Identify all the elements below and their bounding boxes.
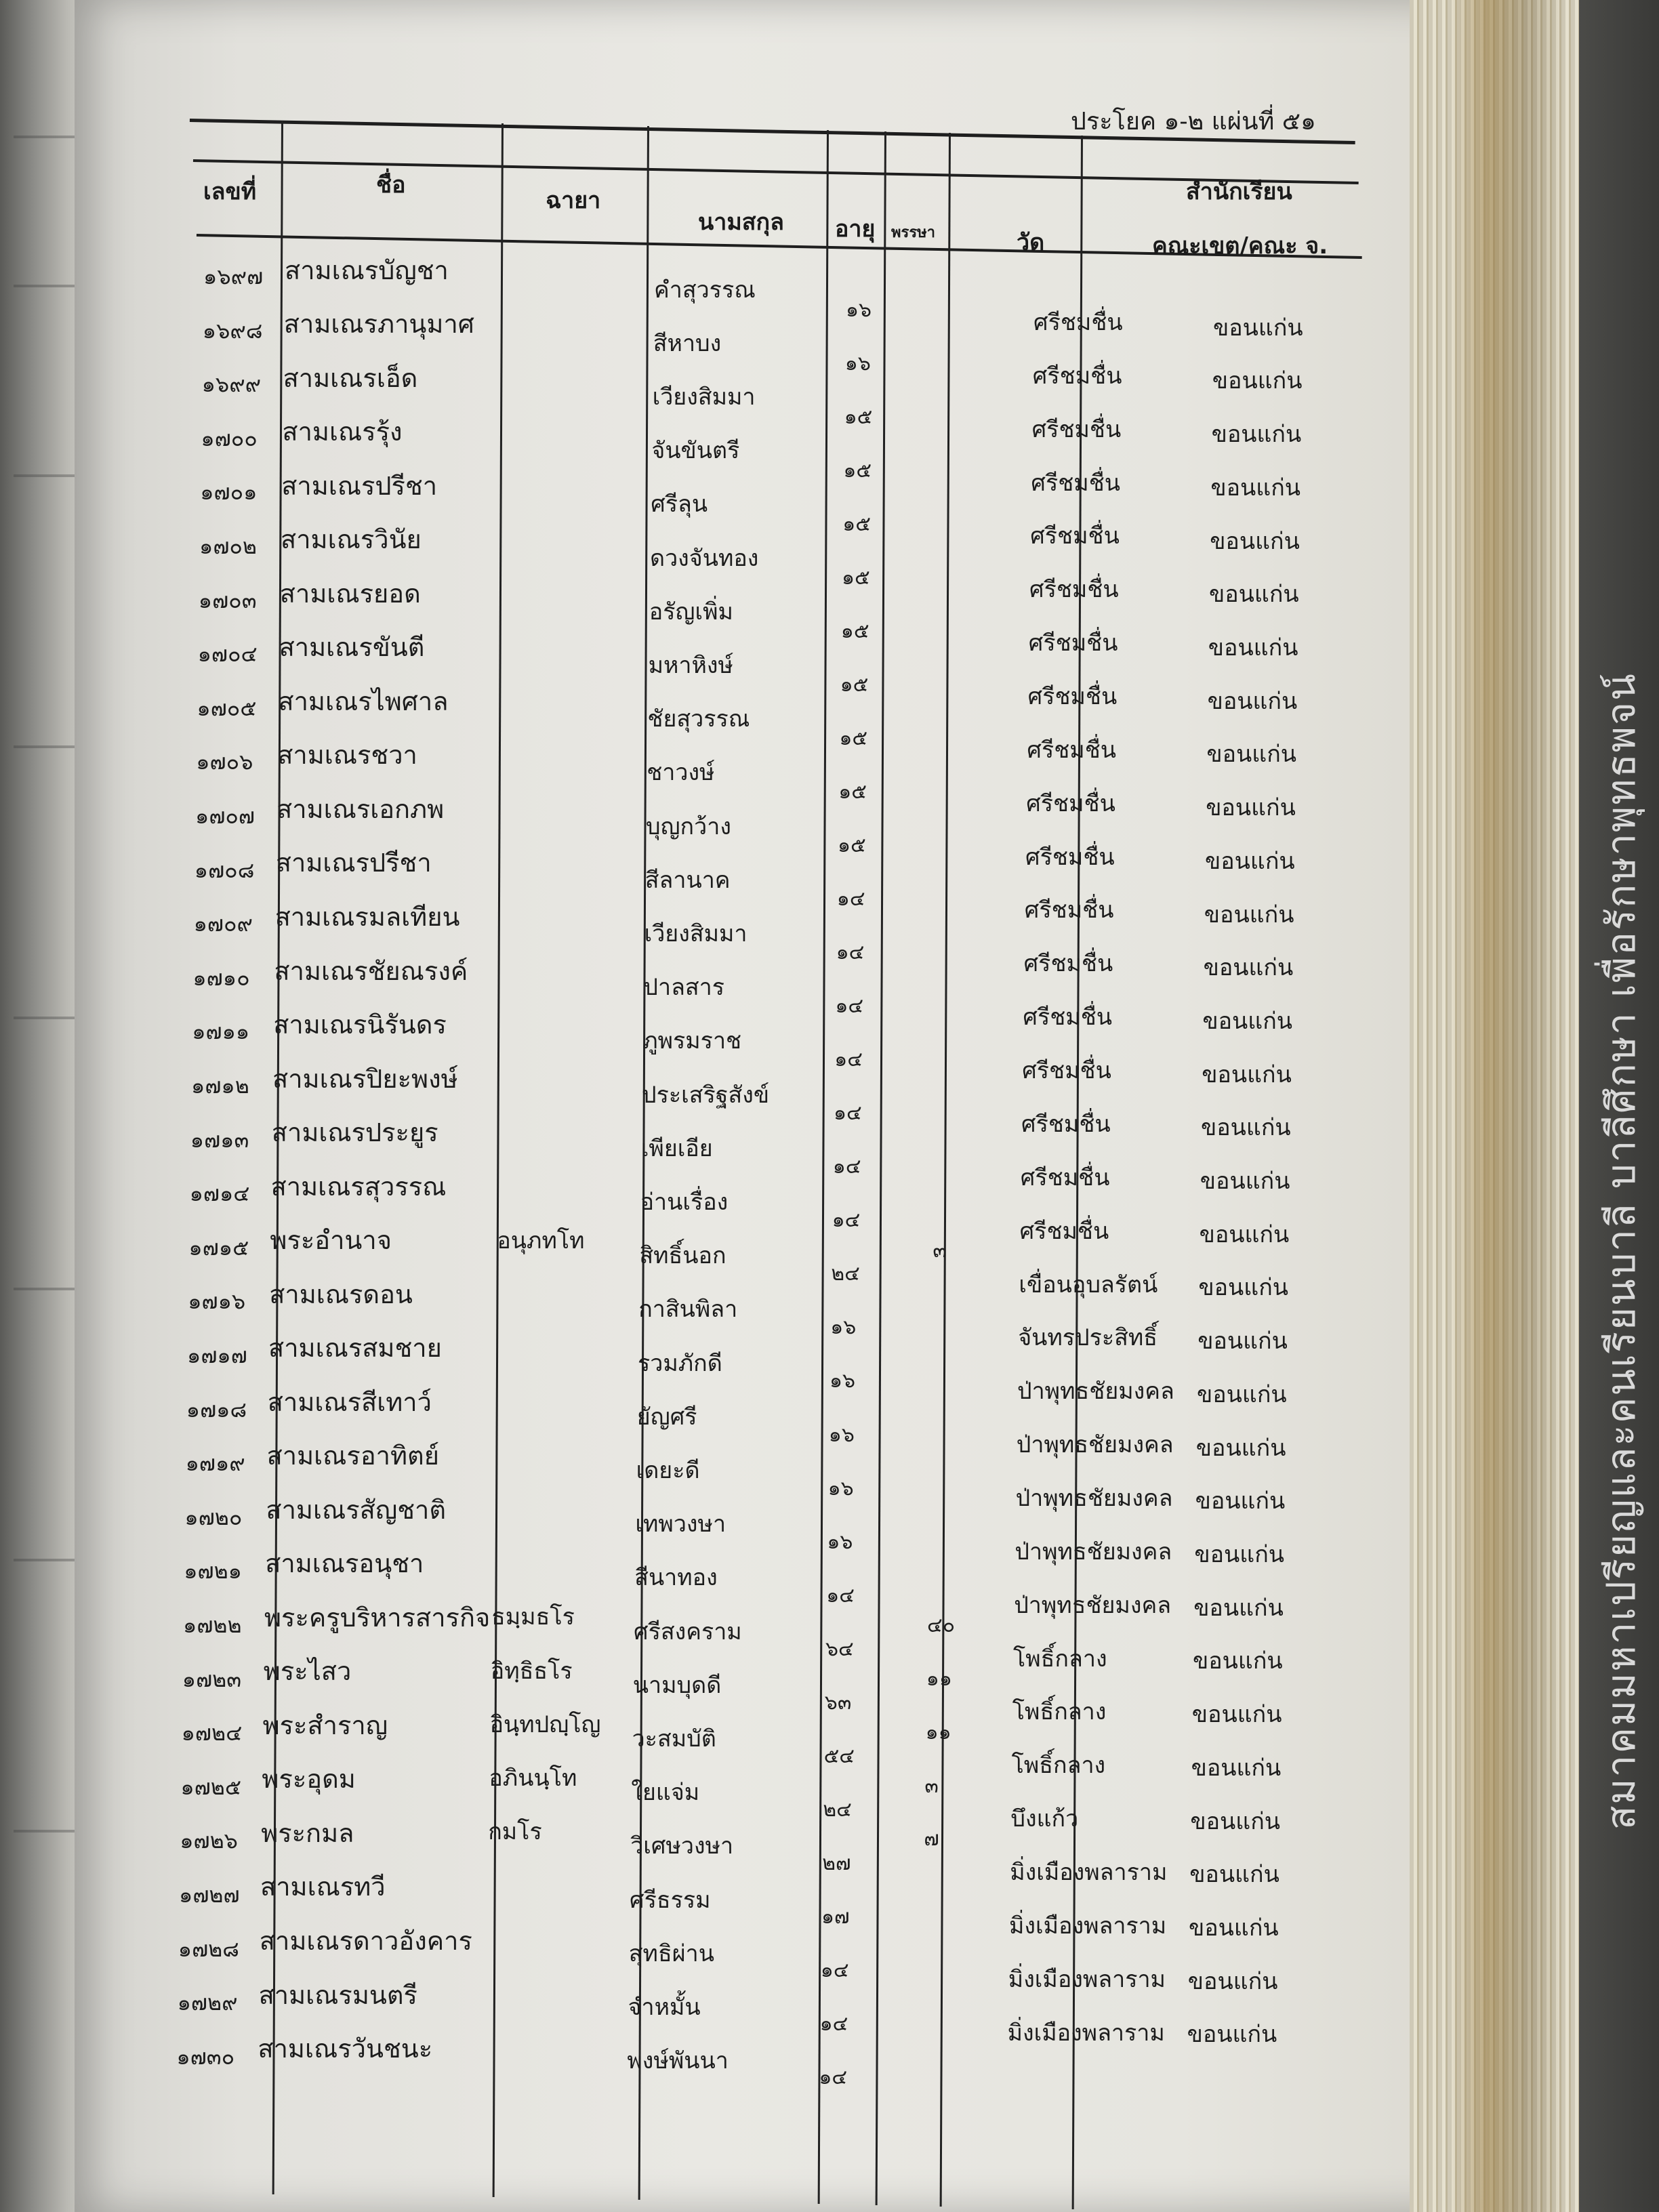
- cell-name: สามเณรรุ้ง: [282, 417, 403, 447]
- cell-alias: อนุภทโท: [497, 1227, 585, 1254]
- cell-name: สามเณรสัญชาติ: [266, 1494, 447, 1525]
- cell-name: พระอำนาจ: [270, 1225, 392, 1256]
- cell-wat: ป่าพุทธชัยมงคล: [1015, 1484, 1173, 1512]
- cell-province: ขอนแก่น: [1204, 901, 1294, 928]
- cell-age: ๑๗: [821, 1904, 850, 1929]
- cell-age: ๑๔: [832, 1155, 861, 1179]
- cell-age: ๑๔: [819, 2011, 848, 2036]
- cell-name: สามเณรมนตรี: [258, 1980, 417, 2010]
- cell-name: สามเณรสมชาย: [268, 1333, 442, 1364]
- cell-surname: มหาหิงษ์: [648, 652, 733, 680]
- cell-wat: ศรีชมชื่น: [1023, 950, 1113, 978]
- cell-name: สามเณรทวี: [260, 1872, 386, 1902]
- cell-name: สามเณรเอกภพ: [276, 794, 445, 824]
- cell-age: ๖๓: [824, 1690, 852, 1715]
- cell-surname: ดวงจันทอง: [650, 544, 759, 572]
- cell-province: ขอนแก่น: [1208, 634, 1298, 662]
- cell-wat: จันทรประสิทธิ์: [1018, 1324, 1158, 1352]
- cell-age: ๑๖: [846, 298, 872, 322]
- cell-wat: เขื่อนอุบลรัตน์: [1019, 1271, 1158, 1298]
- cell-wat: ศรีชมชื่น: [1019, 1217, 1109, 1245]
- cell-name: สามเณรมลเทียน: [274, 901, 460, 932]
- cell-number: ๑๗๐๒: [199, 533, 257, 559]
- cell-surname: ภูพรมราช: [642, 1027, 742, 1055]
- cell-number: ๑๗๑๑: [192, 1019, 250, 1045]
- cell-wat: ศรีชมชื่น: [1025, 843, 1115, 871]
- cell-number: ๑๗๒๖: [180, 1828, 238, 1854]
- cell-province: ขอนแก่น: [1195, 1488, 1286, 1515]
- cell-name: สามเณรวันชนะ: [258, 2034, 433, 2064]
- cell-wat: ศรีชมชื่น: [1030, 523, 1120, 550]
- cell-pansa: ๑๑: [925, 1720, 951, 1744]
- cell-age: ๑๔: [835, 994, 864, 1019]
- cell-age: ๒๔: [831, 1262, 860, 1286]
- cell-wat: ศรีชมชื่น: [1033, 308, 1123, 336]
- header-school: สำนักเรียน: [1186, 178, 1292, 205]
- cell-province: ขอนแก่น: [1210, 527, 1300, 555]
- cell-surname: ศรีลุน: [651, 491, 708, 518]
- cell-wat: ป่าพุทธชัยมงคล: [1016, 1431, 1174, 1459]
- cell-age: ๑๕: [843, 458, 872, 483]
- cell-surname: นามบุดดี: [632, 1671, 722, 1699]
- cell-surname: อ่านเรื่อง: [640, 1189, 729, 1216]
- cell-pansa: ๓: [924, 1774, 939, 1798]
- cell-number: ๑๗๒๘: [178, 1936, 239, 1962]
- cell-wat: มิ่งเมืองพลาราม: [1007, 2019, 1165, 2047]
- cell-wat: ศรีชมชื่น: [1031, 469, 1121, 497]
- cell-surname: เพียเอีย: [640, 1134, 713, 1162]
- cell-name: สามเณรอนุชา: [265, 1549, 424, 1579]
- cell-surname: สุทธิผ่าน: [628, 1940, 714, 1967]
- cell-name: พระครูบริหารสารกิจ: [264, 1602, 491, 1633]
- cell-name: สามเณรปิยะพงษ์: [272, 1063, 458, 1094]
- cell-wat: ป่าพุทธชัยมงคล: [1017, 1378, 1174, 1406]
- cell-number: ๑๗๑๕: [188, 1234, 249, 1261]
- cell-surname: อรัญเพิ่ม: [649, 598, 733, 626]
- header-district: คณะเขต/คณะ จ.: [1152, 232, 1328, 260]
- cell-alias: อินฺทปญฺโญ: [489, 1711, 601, 1738]
- cell-age: ๑๔: [832, 1208, 861, 1233]
- cell-province: ขอนแก่น: [1189, 1914, 1279, 1942]
- cell-province: ขอนแก่น: [1209, 581, 1299, 609]
- cell-surname: กาสินพิลา: [638, 1296, 738, 1324]
- cell-province: ขอนแก่น: [1191, 1754, 1282, 1782]
- cell-surname: คำสุวรรณ: [654, 276, 756, 304]
- cell-age: ๑๕: [839, 726, 868, 751]
- cell-number: ๑๗๒๐: [184, 1504, 243, 1530]
- cell-name: สามเณรดาวอังคาร: [259, 1926, 472, 1956]
- cell-age: ๑๖: [830, 1369, 856, 1393]
- cell-age: ๑๕: [844, 405, 873, 429]
- page-stack-edge: [1410, 0, 1579, 2212]
- cell-number: ๑๗๒๓: [182, 1666, 242, 1692]
- cell-number: ๑๗๐๓: [198, 587, 257, 613]
- cell-number: ๑๗๒๔: [181, 1720, 243, 1746]
- cell-name: สามเณรยอด: [279, 578, 421, 609]
- cell-number: ๑๗๓๐: [176, 2043, 235, 2070]
- cell-province: ขอนแก่น: [1202, 1007, 1293, 1035]
- cell-name: สามเณรดอน: [269, 1279, 413, 1309]
- header-name: ชื่อ: [376, 171, 406, 199]
- cell-province: ขอนแก่น: [1201, 1114, 1291, 1142]
- cell-surname: จำหมั้น: [628, 1994, 701, 2022]
- cell-province: ขอนแก่น: [1187, 2021, 1277, 2049]
- cell-province: ขอนแก่น: [1211, 421, 1302, 449]
- cell-province: ขอนแก่น: [1200, 1168, 1290, 1195]
- cell-alias: กมโร: [488, 1818, 542, 1846]
- cell-surname: ประเสริฐสังข์: [642, 1081, 770, 1109]
- cell-name: สามเณรอาทิตย์: [266, 1441, 439, 1471]
- cell-province: ขอนแก่น: [1197, 1380, 1287, 1408]
- header-surname: นามสกุล: [698, 209, 784, 236]
- watermark-text: สมาคมมหาเปรียญและคนเรียนบาลี บาลีศึกษา เพื่อรักษาพุทธพจน์: [1598, 672, 1644, 1830]
- cell-number: ๑๗๐๙: [193, 911, 253, 937]
- cell-province: ขอนแก่น: [1206, 794, 1296, 822]
- cell-name: สามเณรนิรันดร: [273, 1010, 447, 1040]
- cell-number: ๑๗๑๙: [185, 1450, 245, 1477]
- cell-wat: ศรีชมชื่น: [1024, 897, 1114, 924]
- cell-number: ๑๗๒๗: [179, 1882, 240, 1908]
- cell-surname: เทพวงษา: [635, 1511, 726, 1538]
- cell-province: ขอนแก่น: [1203, 954, 1294, 982]
- cell-wat: โพธิ์กลาง: [1011, 1752, 1106, 1780]
- cell-age: ๑๖: [827, 1530, 853, 1554]
- cell-province: ขอนแก่น: [1212, 367, 1303, 395]
- cell-name: สามเณรวินัย: [281, 525, 422, 555]
- cell-province: ขอนแก่น: [1191, 1701, 1282, 1729]
- header-alias: ฉายา: [546, 187, 601, 214]
- cell-age: ๑๔: [836, 941, 865, 965]
- cell-surname: ยัญศรี: [636, 1403, 697, 1431]
- cell-number: ๑๗๑๐: [192, 964, 250, 991]
- cell-name: สามเณรบัญชา: [285, 255, 449, 285]
- cell-name: พระกมล: [261, 1818, 354, 1848]
- cell-surname: วะสมบัติ: [632, 1725, 716, 1753]
- cell-age: ๑๕: [840, 673, 869, 697]
- cell-province: ขอนแก่น: [1195, 1434, 1286, 1462]
- cell-alias: อภินนฺโท: [489, 1765, 577, 1793]
- cell-number: ๑๗๐๕: [197, 695, 257, 721]
- cell-name: พระสำราญ: [262, 1710, 388, 1740]
- cell-surname: ปาลสาร: [643, 974, 725, 1002]
- cell-name: สามเณรสีเทาว์: [267, 1387, 432, 1417]
- cell-number: ๑๖๙๘: [202, 317, 263, 344]
- cell-pansa: ๑๑: [926, 1666, 952, 1691]
- cell-wat: ศรีชมชื่น: [1032, 362, 1122, 390]
- cell-age: ๕๔: [823, 1744, 855, 1768]
- cell-province: ขอนแก่น: [1189, 1861, 1279, 1889]
- cell-number: ๑๗๐๑: [200, 479, 258, 506]
- cell-surname: พงษ์พันนา: [627, 2047, 729, 2075]
- cell-age: ๑๔: [834, 1101, 862, 1126]
- cell-name: พระอุดม: [262, 1764, 356, 1795]
- cell-age: ๑๕: [842, 512, 871, 536]
- cell-age: ๑๕: [838, 780, 867, 804]
- cell-age: ๑๔: [819, 2065, 848, 2089]
- cell-number: ๑๗๐๗: [195, 803, 255, 829]
- cell-surname: ศรีธรรม: [630, 1886, 711, 1914]
- cell-province: ขอนแก่น: [1194, 1541, 1285, 1569]
- cell-wat: ศรีชมชื่น: [1027, 736, 1117, 764]
- cell-wat: โพธิ์กลาง: [1012, 1698, 1107, 1726]
- cell-wat: ป่าพุทธชัยมงคล: [1015, 1538, 1172, 1565]
- cell-province: ขอนแก่น: [1187, 1967, 1278, 1995]
- cell-number: ๑๗๐๐: [201, 425, 258, 451]
- cell-name: สามเณรเอ็ด: [283, 363, 418, 393]
- cell-age: ๖๔: [825, 1637, 854, 1661]
- cell-province: ขอนแก่น: [1198, 1274, 1289, 1302]
- cell-age: ๑๔: [836, 887, 865, 912]
- header-wat: วัด: [1017, 229, 1045, 256]
- cell-number: ๑๗๒๑: [184, 1558, 242, 1584]
- cell-number: ๑๗๑๖: [188, 1288, 246, 1315]
- cell-alias: ธมฺมธโร: [491, 1603, 575, 1631]
- cell-name: สามเณรปรีชา: [281, 470, 438, 501]
- cell-age: ๒๔: [823, 1797, 852, 1822]
- cell-number: ๑๗๑๒: [191, 1073, 249, 1099]
- cell-number: ๑๗๒๒: [183, 1612, 242, 1638]
- cell-wat: มิ่งเมืองพลาราม: [1008, 1965, 1166, 1993]
- cell-province: ขอนแก่น: [1193, 1594, 1284, 1622]
- cell-province: ขอนแก่น: [1207, 687, 1298, 715]
- cell-age: ๑๖: [830, 1315, 857, 1340]
- cell-number: ๑๖๙๙: [201, 371, 262, 398]
- cell-surname: สีลานาค: [644, 866, 731, 894]
- cell-surname: รวมภักดี: [638, 1349, 722, 1377]
- cell-name: พระไสว: [263, 1656, 352, 1687]
- cell-wat: ศรีชมชื่น: [1022, 1057, 1111, 1085]
- cell-name: สามเณรภานุมาศ: [283, 309, 474, 340]
- cell-age: ๒๗: [822, 1851, 851, 1875]
- cell-name: สามเณรไพศาล: [278, 686, 449, 716]
- cell-province: ขอนแก่น: [1210, 474, 1301, 501]
- cell-name: สามเณรชัยณรงค์: [274, 956, 468, 986]
- cell-name: สามเณรสุวรรณ: [270, 1171, 447, 1202]
- cell-wat: ศรีชมชื่น: [1028, 630, 1118, 657]
- cell-number: ๑๗๐๘: [194, 857, 255, 883]
- cell-age: ๑๔: [826, 1583, 855, 1607]
- cell-surname: ศรีสงคราม: [634, 1618, 742, 1645]
- cell-surname: สีหาบง: [653, 329, 722, 357]
- cell-age: ๑๖: [828, 1422, 855, 1447]
- cell-name: สามเณรปรีชา: [275, 848, 432, 878]
- cell-age: ๑๕: [842, 566, 870, 590]
- cell-surname: เวียงสิมมา: [644, 920, 747, 948]
- cell-age: ๑๕: [838, 834, 866, 858]
- cell-wat: ศรีชมชื่น: [1031, 415, 1122, 443]
- cell-age: ๑๖: [827, 1476, 854, 1500]
- cell-age: ๑๔: [834, 1048, 863, 1072]
- cell-wat: มิ่งเมืองพลาราม: [1009, 1912, 1167, 1940]
- cell-pansa: ๔๐: [927, 1613, 956, 1637]
- cell-province: ขอนแก่น: [1205, 847, 1295, 875]
- cell-name: สามเณรประยูร: [271, 1118, 438, 1148]
- cell-province: ขอนแก่น: [1199, 1221, 1290, 1248]
- cell-wat: ศรีชมชื่น: [1021, 1110, 1111, 1138]
- cell-surname: ชัยสุวรรณ: [647, 705, 750, 733]
- cell-wat: ศรีชมชื่น: [1029, 576, 1119, 604]
- cell-wat: ป่าพุทธชัยมงคล: [1014, 1591, 1172, 1619]
- cell-wat: บึงแก้ว: [1010, 1805, 1079, 1833]
- cell-surname: สิทธิ์นอก: [639, 1242, 726, 1270]
- header-pansa: พรรษา: [891, 224, 935, 241]
- header-number: เลขที่: [203, 178, 257, 205]
- page-header: ประโยค ๑-๒ แผ่นที่ ๕๑: [1071, 108, 1316, 136]
- cell-surname: บุญกว้าง: [646, 813, 731, 840]
- cell-surname: เดยะดี: [636, 1457, 700, 1485]
- cell-number: ๑๗๑๗: [187, 1343, 247, 1368]
- cell-name: สามเณรชวา: [277, 740, 417, 771]
- cell-age: ๑๔: [820, 1958, 849, 1982]
- cell-wat: ศรีชมชื่น: [1027, 683, 1118, 710]
- cell-wat: มิ่งเมืองพลาราม: [1010, 1859, 1168, 1887]
- cell-number: ๑๗๒๙: [177, 1990, 238, 2016]
- cell-number: ๑๗๑๓: [190, 1126, 249, 1153]
- cell-surname: วิเศษวงษา: [630, 1832, 734, 1860]
- header-age: อายุ: [835, 216, 876, 243]
- cell-number: ๑๗๐๔: [197, 641, 258, 668]
- cell-number: ๑๗๑๘: [186, 1396, 247, 1422]
- cell-surname: ใยแจ่ม: [631, 1779, 700, 1807]
- cell-surname: เวียงสิมมา: [652, 384, 756, 411]
- cell-age: ๑๕: [840, 619, 869, 644]
- cell-age: ๑๖: [844, 351, 871, 375]
- cell-surname: จันขันตรี: [651, 437, 740, 465]
- cell-province: ขอนแก่น: [1206, 741, 1297, 769]
- cell-province: ขอนแก่น: [1202, 1061, 1292, 1088]
- cell-wat: ศรีชมชื่น: [1020, 1164, 1110, 1191]
- cell-surname: สีนาทอง: [634, 1564, 718, 1592]
- cell-number: ๑๗๑๔: [189, 1181, 250, 1207]
- cell-wat: ศรีชมชื่น: [1023, 1004, 1113, 1031]
- cell-wat: โพธิ์กลาง: [1013, 1645, 1107, 1673]
- cell-wat: ศรีชมชื่น: [1026, 790, 1115, 817]
- cell-province: ขอนแก่น: [1190, 1807, 1281, 1835]
- cell-pansa: ๓: [933, 1239, 947, 1263]
- cell-province: ขอนแก่น: [1193, 1647, 1283, 1675]
- cell-number: ๑๗๐๖: [196, 749, 253, 775]
- cell-pansa: ๗: [924, 1827, 939, 1851]
- cell-province: ขอนแก่น: [1213, 314, 1303, 342]
- cell-number: ๑๗๒๕: [180, 1774, 242, 1800]
- cell-surname: ชาวงษ์: [647, 759, 715, 787]
- cell-province: ขอนแก่น: [1197, 1328, 1288, 1355]
- cell-alias: อิทฺธิธโร: [490, 1657, 573, 1685]
- cell-name: สามเณรขันตี: [279, 632, 425, 663]
- cell-number: ๑๖๙๗: [203, 264, 264, 289]
